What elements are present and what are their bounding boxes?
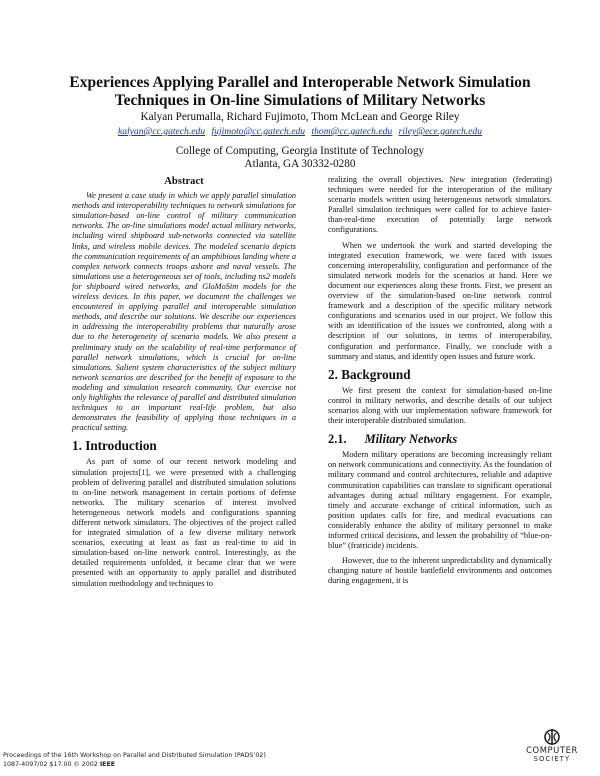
right-column	[328, 175, 552, 591]
military-paragraph: Modern military operations are becoming increasingly reliant on network communications and connectivity. As the foundation of military command and control architectures, reliable and adaptive communication capabilities can translate to significant operational advantages during actual military engagement. For example, timely and accurate exchange of critical information, such as position updates calls for fire, and medical evacuations can considerably enhance the ability of military personnel to make informed critical decisions, and lessen the probability of “blue-on-blue” (fratricide) incidents.	[328, 450, 552, 551]
intro-paragraph-continued: realizing the overall objectives. New integration (federating) techniques were needed for the interoperation of the military scenario models written using heterogeneous network simulators. Parallel simulation techniques were called for to achieve faster-than-real-time execution of potentially large network configurations.	[328, 175, 552, 235]
section-heading-background: 2. Background	[328, 366, 411, 382]
affiliation-institution: College of Computing, Georgia Institute of Technology	[175, 145, 425, 157]
footer-ieee: IEEE	[99, 761, 116, 768]
affiliation-address: Atlanta, GA 30332-0280	[244, 158, 356, 170]
intro-paragraph: When we undertook the work and started developing the integrated execution framework, we were faced with issues concerning interoperability, configuration and performance of the simulated network models for the scenarios at hand. Here we document our experiences along these fronts. First, we present an overview of the simulation-based on-line network control framework and a description of the specific military network configurations and scenarios used in our project. We follow this with an identification of the issues we confronted, along with a description of our solutions, in terms of interoperability, configuration and performance. Finally, we conclude with a summary and status, and identify open issues and future work.	[328, 240, 552, 361]
subsection-title: Military Networks	[364, 432, 458, 447]
footer-proceedings-line: Proceedings of the 16th Workshop on Parallel and Distributed Simulation (PADS’02)	[3, 752, 266, 759]
paper-title: Experiences Applying Parallel and Interoperable Network Simulation Techniques in On-line Simulations of Military Networks	[69, 74, 531, 109]
computer-society-logo	[512, 728, 592, 774]
logo-line-society: SOCIETY	[533, 755, 571, 763]
section-heading-introduction: 1. Introduction	[72, 438, 157, 454]
subsection-heading-military-networks	[328, 432, 552, 447]
email-link[interactable]: thom@cc.gatech.edu	[311, 126, 393, 137]
left-column	[72, 175, 296, 594]
background-paragraph: We first present the context for simulation-based on-line control in military networks, and describe details of our subject scenarios along with our implementation software framework for their interoperable distributed simulation.	[328, 385, 552, 426]
logo-line-computer: COMPUTER	[526, 745, 578, 755]
author-list: Kalyan Perumalla, Richard Fujimoto, Thom McLean and George Riley	[140, 111, 460, 123]
abstract-heading: Abstract	[164, 176, 204, 187]
email-link[interactable]: kalyan@cc.gatech.edu	[117, 126, 206, 137]
author-emails	[40, 126, 560, 137]
intro-paragraph: As part of some of our recent network modeling and simulation projects[1], we were presented with a challenging problem of delivering parallel and distributed simulation solutions to on-line network management in certain portions of defense networks. The military scenarios of interest involved heterogeneous network models and configurations spanning different network simulators. The objectives of the project called for integrated simulation of a few diverse military network scenarios, executing at least as fast as real-time to aid in simulation-based on-line network control. Interestingly, as the detailed requirements unfolded, it became clear that we were presented with an opportunity to apply parallel and distributed simulation methodology and techniques to	[72, 457, 296, 588]
military-paragraph: However, due to the inherent unpredictability and dynamically changing nature of hostile battlefield environments and outcomes during engagement, it is	[328, 556, 552, 586]
abstract-text: We present a case study in which we apply parallel simulation methods and interoperability techniques to network simulations for simulation-based on-line control of military communication networks. The on-line simulations model actual military networks, including wired shipboard sub-networks connected via satellite links, and wireless mobile devices. The modeled scenario depicts the communication requirements of an amphibious landing where a complex network connects troops ashore and naval vessels. The simulations use a heterogeneous set of tools, including ns2 models for shipboard wired networks, and GloMoSim models for the wireless devices. In this paper, we document the challenges we encountered in applying parallel and interoperable simulation methods, and describe our solutions. We describe our experiences in addressing the interoperability problems that naturally arose due to the heterogeneity of scenario models. We also present a preliminary study on the scalability of real-time performance of parallel network simulations, which is crucial for on-line simulations. Salient system characteristics of the subject military network scenarios are described for the benefit of exposure to the modeling and simulation research community. Our exercise not only highlights the relevance of parallel and distributed simulation techniques to an important real-life problem, but also demonstrates the feasibility of applying those techniques in a practical setting.	[72, 191, 296, 433]
affiliation	[40, 145, 560, 171]
email-link[interactable]: fujimoto@cc.gatech.edu	[211, 126, 306, 137]
footer-copyright-line	[3, 760, 266, 769]
proceedings-footer	[3, 751, 266, 769]
subsection-number: 2.1.	[328, 432, 347, 447]
email-link[interactable]: riley@ece.gatech.edu	[398, 126, 483, 137]
footer-copyright-text: 1087-4097/02 $17.00 © 2002	[3, 761, 100, 768]
computer-society-emblem-icon	[542, 728, 562, 746]
